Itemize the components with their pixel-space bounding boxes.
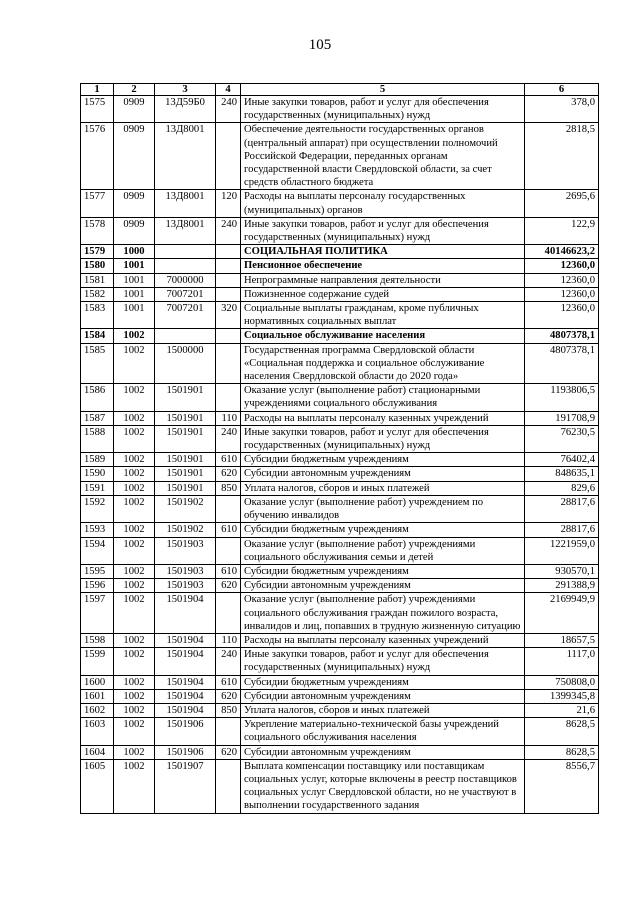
row-number-cell: 1600 [81, 675, 114, 689]
expense-type-cell: 620 [216, 467, 241, 481]
expense-type-cell: 610 [216, 564, 241, 578]
amount-cell: 930570,1 [525, 564, 599, 578]
article-code-cell: 1501901 [155, 481, 216, 495]
expense-type-cell: 620 [216, 579, 241, 593]
item-name-cell [241, 467, 525, 481]
section-code-cell: 1002 [114, 579, 155, 593]
section-code-cell: 1002 [114, 689, 155, 703]
section-code-cell: 1000 [114, 245, 155, 259]
amount-cell: 12360,0 [525, 259, 599, 273]
expense-type-cell [216, 759, 241, 813]
table-row [81, 273, 599, 287]
row-number-cell: 1601 [81, 689, 114, 703]
row-number-cell: 1595 [81, 564, 114, 578]
amount-cell: 122,9 [525, 217, 599, 244]
section-code-cell: 1002 [114, 759, 155, 813]
item-name-line: Субсидии бюджетным учреждениям [244, 524, 409, 536]
row-number-cell: 1576 [81, 123, 114, 190]
amount-cell: 28817,6 [525, 495, 599, 522]
table-row [81, 245, 599, 259]
article-code-cell: 7007201 [155, 302, 216, 329]
item-name-line: Субсидии автономным учреждениям [244, 690, 411, 702]
item-name-cell [241, 384, 525, 411]
header-col-3: 3 [155, 84, 216, 96]
item-name-line: Расходы на выплаты персоналу казенных учреждений [244, 634, 489, 646]
amount-cell: 848635,1 [525, 467, 599, 481]
section-code-cell: 1002 [114, 411, 155, 425]
amount-cell: 191708,9 [525, 411, 599, 425]
section-code-cell: 1002 [114, 703, 155, 717]
section-code-cell: 1002 [114, 675, 155, 689]
article-code-cell: 1501901 [155, 453, 216, 467]
item-name-line: Уплата налогов, сборов и иных платежей [244, 704, 430, 716]
table-row [81, 425, 599, 452]
item-name-cell [241, 302, 525, 329]
expense-type-cell [216, 495, 241, 522]
item-name-line: Расходы на выплаты персоналу казенных учреждений [244, 412, 489, 424]
row-number-cell: 1602 [81, 703, 114, 717]
section-code-cell: 1002 [114, 745, 155, 759]
article-code-cell: 13Д8001 [155, 123, 216, 190]
expense-type-cell [216, 593, 241, 634]
item-name-cell [241, 287, 525, 301]
article-code-cell: 1501901 [155, 411, 216, 425]
row-number-cell: 1593 [81, 523, 114, 537]
article-code-cell [155, 329, 216, 343]
item-name-cell [241, 689, 525, 703]
article-code-cell: 1501904 [155, 689, 216, 703]
table-row [81, 593, 599, 634]
table-body [81, 96, 599, 814]
section-code-cell: 1002 [114, 593, 155, 634]
section-code-cell: 1002 [114, 648, 155, 675]
item-name-line: Пожизненное содержание судей [244, 288, 390, 300]
expense-type-cell: 850 [216, 703, 241, 717]
item-name-line: Расходы на выплаты персоналу государственных [244, 191, 466, 203]
item-name-line: Оказание услуг (выполнение работ) стационарными [244, 385, 481, 397]
item-name-cell [241, 675, 525, 689]
item-name-line: Социальные выплаты гражданам, кроме публичных [244, 303, 479, 315]
item-name-line: Иные закупки товаров, работ и услуг для обеспечения [244, 426, 489, 438]
article-code-cell: 1501907 [155, 759, 216, 813]
row-number-cell: 1605 [81, 759, 114, 813]
table-row [81, 675, 599, 689]
item-name-line: Укрепление материально-технической базы учреждений [244, 719, 499, 731]
article-code-cell: 1501904 [155, 703, 216, 717]
section-code-cell: 1002 [114, 564, 155, 578]
table-row [81, 564, 599, 578]
row-number-cell: 1585 [81, 343, 114, 384]
item-name-line: Субсидии бюджетным учреждениям [244, 676, 409, 688]
expense-type-cell [216, 123, 241, 190]
expense-type-cell: 850 [216, 481, 241, 495]
item-name-line: Оказание услуг (выполнение работ) учреждениями [244, 538, 476, 550]
item-name-cell [241, 453, 525, 467]
section-code-cell: 1002 [114, 633, 155, 647]
item-name-cell [241, 425, 525, 452]
amount-cell: 378,0 [525, 96, 599, 123]
article-code-cell: 7007201 [155, 287, 216, 301]
table-row [81, 495, 599, 522]
item-name-line: Оказание услуг (выполнение работ) учреждением по [244, 496, 484, 508]
article-code-cell: 7000000 [155, 273, 216, 287]
table-row [81, 411, 599, 425]
expense-type-cell: 620 [216, 745, 241, 759]
amount-cell: 12360,0 [525, 302, 599, 329]
item-name-line: социального обслуживания семьи и детей [244, 551, 434, 563]
table-row [81, 481, 599, 495]
amount-cell: 2818,5 [525, 123, 599, 190]
table-row [81, 190, 599, 217]
item-name-line: Субсидии автономным учреждениям [244, 580, 411, 592]
item-name-cell [241, 703, 525, 717]
item-name-line: средств областного бюджета [244, 177, 374, 189]
row-number-cell: 1578 [81, 217, 114, 244]
item-name-line: Выплата компенсации поставщику или поставщикам [244, 760, 485, 772]
amount-cell: 12360,0 [525, 273, 599, 287]
item-name-line: Субсидии автономным учреждениям [244, 468, 411, 480]
row-number-cell: 1591 [81, 481, 114, 495]
item-name-line: учреждениями социального обслуживания [244, 398, 438, 410]
row-number-cell: 1592 [81, 495, 114, 522]
amount-cell: 21,6 [525, 703, 599, 717]
section-code-cell: 1002 [114, 425, 155, 452]
expense-type-cell: 320 [216, 302, 241, 329]
row-number-cell: 1582 [81, 287, 114, 301]
amount-cell: 40146623,2 [525, 245, 599, 259]
table-row [81, 745, 599, 759]
section-code-cell: 1002 [114, 523, 155, 537]
item-name-cell [241, 123, 525, 190]
table-row [81, 523, 599, 537]
article-code-cell: 1501901 [155, 384, 216, 411]
item-name-cell [241, 718, 525, 745]
expense-type-cell [216, 718, 241, 745]
table-row [81, 343, 599, 384]
table-row [81, 718, 599, 745]
header-col-2: 2 [114, 84, 155, 96]
item-name-cell [241, 411, 525, 425]
row-number-cell: 1586 [81, 384, 114, 411]
amount-cell: 291388,9 [525, 579, 599, 593]
item-name-cell [241, 633, 525, 647]
row-number-cell: 1581 [81, 273, 114, 287]
expense-type-cell: 240 [216, 648, 241, 675]
row-number-cell: 1594 [81, 537, 114, 564]
row-number-cell: 1598 [81, 633, 114, 647]
item-name-line: выполнении государственного задания [244, 800, 420, 812]
table-row [81, 633, 599, 647]
item-name-line: государственных (муниципальных) нужд [244, 440, 431, 452]
section-code-cell: 1002 [114, 495, 155, 522]
table-row [81, 217, 599, 244]
section-code-cell: 1001 [114, 287, 155, 301]
item-name-line: нормативных социальных выплат [244, 316, 397, 328]
amount-cell: 1399345,8 [525, 689, 599, 703]
item-name-line: Субсидии бюджетным учреждениям [244, 565, 409, 577]
item-name-cell [241, 523, 525, 537]
row-number-cell: 1580 [81, 259, 114, 273]
section-code-cell: 1001 [114, 273, 155, 287]
amount-cell: 750808,0 [525, 675, 599, 689]
item-name-line: (центральный аппарат) при осуществлении полномочий [244, 137, 498, 149]
section-code-cell: 1002 [114, 481, 155, 495]
expense-type-cell: 240 [216, 425, 241, 452]
table-row [81, 759, 599, 813]
amount-cell: 8628,5 [525, 718, 599, 745]
item-name-line: социального обслуживания населения [244, 732, 417, 744]
item-name-line: «Социальная поддержка и социальное обслуживание [244, 357, 485, 369]
item-name-cell [241, 190, 525, 217]
amount-cell: 1117,0 [525, 648, 599, 675]
expense-type-cell [216, 329, 241, 343]
table-row [81, 384, 599, 411]
item-name-cell [241, 329, 525, 343]
row-number-cell: 1599 [81, 648, 114, 675]
section-code-cell: 0909 [114, 190, 155, 217]
article-code-cell: 1501904 [155, 593, 216, 634]
item-name-cell [241, 343, 525, 384]
row-number-cell: 1590 [81, 467, 114, 481]
item-name-line: Иные закупки товаров, работ и услуг для обеспечения [244, 649, 489, 661]
expense-type-cell: 120 [216, 190, 241, 217]
item-name-line: Государственная программа Свердловской области [244, 344, 475, 356]
section-code-cell: 1002 [114, 384, 155, 411]
item-name-cell [241, 495, 525, 522]
amount-cell: 2169949,9 [525, 593, 599, 634]
article-code-cell: 1501902 [155, 495, 216, 522]
section-code-cell: 1002 [114, 537, 155, 564]
expense-type-cell [216, 259, 241, 273]
article-code-cell: 1501904 [155, 633, 216, 647]
article-code-cell: 1501901 [155, 467, 216, 481]
article-code-cell: 1501903 [155, 579, 216, 593]
article-code-cell: 13Д59Б0 [155, 96, 216, 123]
item-name-cell [241, 259, 525, 273]
expense-type-cell: 240 [216, 217, 241, 244]
expense-type-cell: 620 [216, 689, 241, 703]
table-row [81, 329, 599, 343]
table-row [81, 287, 599, 301]
item-name-line: Иные закупки товаров, работ и услуг для обеспечения [244, 218, 489, 230]
item-name-line: социальных услуг Свердловской области, но не участвуют в [244, 787, 517, 799]
table-row [81, 123, 599, 190]
item-name-line: Социальное обслуживание населения [244, 330, 426, 342]
row-number-cell: 1589 [81, 453, 114, 467]
row-number-cell: 1579 [81, 245, 114, 259]
table-row [81, 467, 599, 481]
item-name-cell [241, 593, 525, 634]
article-code-cell: 1501904 [155, 648, 216, 675]
item-name-line: государственных (муниципальных) нужд [244, 110, 431, 122]
item-name-cell [241, 273, 525, 287]
item-name-line: инвалидов и лиц, попавших в трудную жизненную ситуацию [244, 620, 521, 632]
item-name-line: социального обслуживания граждан пожилого возраста, [244, 607, 499, 619]
article-code-cell: 1501904 [155, 675, 216, 689]
expense-type-cell: 110 [216, 633, 241, 647]
amount-cell: 12360,0 [525, 287, 599, 301]
expense-type-cell: 610 [216, 523, 241, 537]
amount-cell: 4807378,1 [525, 343, 599, 384]
section-code-cell: 0909 [114, 217, 155, 244]
item-name-line: Оказание услуг (выполнение работ) учреждениями [244, 594, 476, 606]
amount-cell: 829,6 [525, 481, 599, 495]
table-header-row [81, 84, 599, 96]
article-code-cell [155, 259, 216, 273]
row-number-cell: 1583 [81, 302, 114, 329]
item-name-cell [241, 648, 525, 675]
item-name-cell [241, 745, 525, 759]
item-name-line: Российской Федерации, переданных органам [244, 150, 448, 162]
table-row [81, 689, 599, 703]
section-code-cell: 1002 [114, 453, 155, 467]
section-code-cell: 1001 [114, 259, 155, 273]
expense-type-cell [216, 273, 241, 287]
item-name-cell [241, 96, 525, 123]
amount-cell: 1193806,5 [525, 384, 599, 411]
item-name-line: населения Свердловской области до 2020 года» [244, 371, 459, 383]
amount-cell: 8628,5 [525, 745, 599, 759]
item-name-line: социальных услуг, которые включены в реестр поставщиков [244, 773, 517, 785]
article-code-cell: 1501906 [155, 745, 216, 759]
expense-type-cell: 110 [216, 411, 241, 425]
budget-table [80, 83, 599, 814]
item-name-line: СОЦИАЛЬНАЯ ПОЛИТИКА [244, 246, 388, 258]
table-row [81, 453, 599, 467]
row-number-cell: 1603 [81, 718, 114, 745]
amount-cell: 1221959,0 [525, 537, 599, 564]
item-name-line: Уплата налогов, сборов и иных платежей [244, 482, 430, 494]
expense-type-cell: 240 [216, 96, 241, 123]
item-name-line: (муниципальных) органов [244, 204, 363, 216]
item-name-line: Обеспечение деятельности государственных органов [244, 124, 484, 136]
item-name-line: обучению инвалидов [244, 510, 340, 522]
table-row [81, 96, 599, 123]
row-number-cell: 1587 [81, 411, 114, 425]
item-name-line: государственных (муниципальных) нужд [244, 662, 431, 674]
header-col-1: 1 [81, 84, 114, 96]
expense-type-cell [216, 537, 241, 564]
row-number-cell: 1596 [81, 579, 114, 593]
row-number-cell: 1575 [81, 96, 114, 123]
item-name-cell [241, 759, 525, 813]
amount-cell: 76230,5 [525, 425, 599, 452]
item-name-cell [241, 579, 525, 593]
row-number-cell: 1584 [81, 329, 114, 343]
article-code-cell: 13Д8001 [155, 190, 216, 217]
header-col-5: 5 [241, 84, 525, 96]
section-code-cell: 1001 [114, 302, 155, 329]
row-number-cell: 1604 [81, 745, 114, 759]
amount-cell: 8556,7 [525, 759, 599, 813]
article-code-cell: 1501903 [155, 537, 216, 564]
table-row [81, 579, 599, 593]
table-row [81, 537, 599, 564]
section-code-cell: 0909 [114, 96, 155, 123]
header-col-4: 4 [216, 84, 241, 96]
amount-cell: 28817,6 [525, 523, 599, 537]
item-name-line: государственных (муниципальных) нужд [244, 232, 431, 244]
table-row [81, 302, 599, 329]
amount-cell: 2695,6 [525, 190, 599, 217]
row-number-cell: 1588 [81, 425, 114, 452]
amount-cell: 4807378,1 [525, 329, 599, 343]
section-code-cell: 1002 [114, 718, 155, 745]
expense-type-cell [216, 245, 241, 259]
section-code-cell: 0909 [114, 123, 155, 190]
page-number: 105 [308, 37, 332, 53]
expense-type-cell: 610 [216, 453, 241, 467]
section-code-cell: 1002 [114, 343, 155, 384]
item-name-line: Непрограммные направления деятельности [244, 274, 441, 286]
article-code-cell: 1501906 [155, 718, 216, 745]
item-name-cell [241, 537, 525, 564]
expense-type-cell [216, 343, 241, 384]
article-code-cell: 1501903 [155, 564, 216, 578]
article-code-cell: 1501902 [155, 523, 216, 537]
row-number-cell: 1577 [81, 190, 114, 217]
article-code-cell: 1501901 [155, 425, 216, 452]
item-name-line: Пенсионное обеспечение [244, 260, 363, 272]
table-row [81, 703, 599, 717]
item-name-line: государственной власти Свердловской области, за счет [244, 164, 492, 176]
item-name-line: Субсидии бюджетным учреждениям [244, 454, 409, 466]
expense-type-cell: 610 [216, 675, 241, 689]
expense-type-cell [216, 384, 241, 411]
item-name-cell [241, 217, 525, 244]
amount-cell: 76402,4 [525, 453, 599, 467]
item-name-cell [241, 564, 525, 578]
expense-type-cell [216, 287, 241, 301]
header-col-6: 6 [525, 84, 599, 96]
item-name-cell [241, 245, 525, 259]
item-name-line: Иные закупки товаров, работ и услуг для обеспечения [244, 97, 489, 108]
section-code-cell: 1002 [114, 467, 155, 481]
amount-cell: 18657,5 [525, 633, 599, 647]
article-code-cell: 1500000 [155, 343, 216, 384]
item-name-cell [241, 481, 525, 495]
row-number-cell: 1597 [81, 593, 114, 634]
article-code-cell: 13Д8001 [155, 217, 216, 244]
table-row [81, 259, 599, 273]
item-name-line: Субсидии автономным учреждениям [244, 746, 411, 758]
section-code-cell: 1002 [114, 329, 155, 343]
table-row [81, 648, 599, 675]
article-code-cell [155, 245, 216, 259]
